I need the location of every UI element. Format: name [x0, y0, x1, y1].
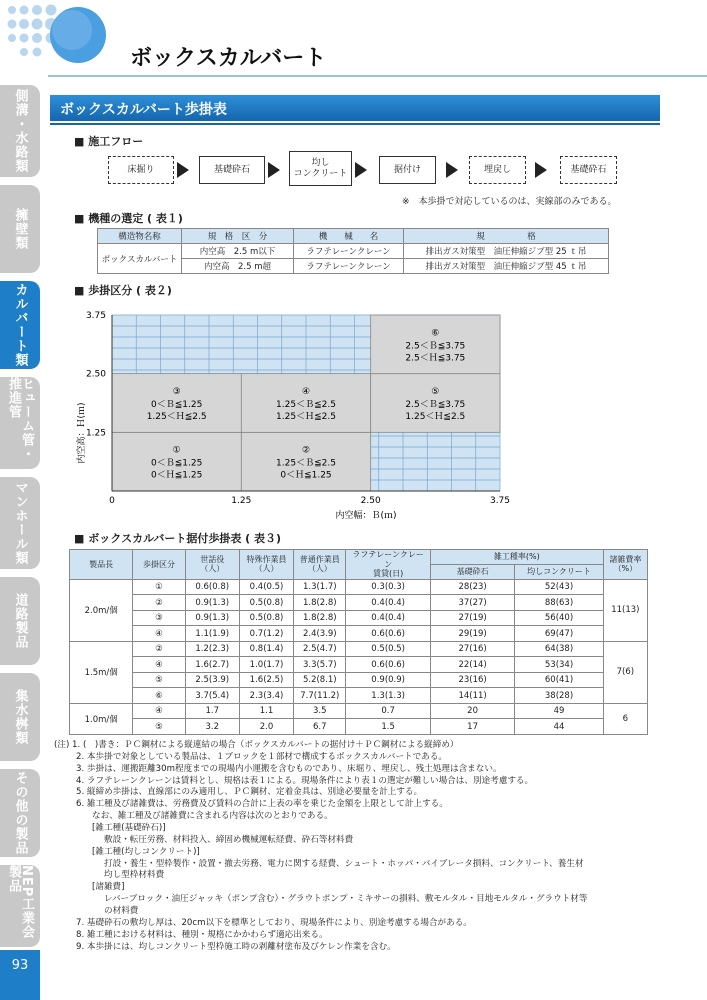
footnote-line: (注) 1. ( )書き：ＰＣ鋼材による縦連結の場合（ボックスカルバートの据付け＋ＰＣ鋼材による縦締め）	[54, 740, 459, 750]
chart-region-range: 0＜Ｈ≦1.25	[151, 470, 203, 481]
table-cell: ⑤	[133, 719, 185, 735]
table-cell: 0.5(0.8)	[239, 610, 293, 626]
table-row	[70, 595, 648, 611]
chart-region-range: 1.25＜Ｂ≦2.5	[276, 458, 336, 469]
table-cell: 53(34)	[515, 657, 603, 673]
footnote-line: 2. 本歩掛で対象としている製品は、１ブロックを１部材で構成するボックスカルバートである。	[76, 751, 448, 762]
section-title: ボックスカルバート歩掛表	[50, 95, 660, 121]
flow-step-base-gravel-2: 基礎砕石	[560, 156, 617, 184]
chart-region-range: 0＜Ｂ≦1.25	[151, 400, 203, 410]
chart-x-tick-label: 1.25	[231, 496, 252, 506]
table-row	[70, 688, 648, 704]
table-row	[70, 579, 648, 595]
table-row	[70, 657, 648, 673]
footnote-line: 打設・養生・型枠製作・設置・撤去労務、電力に関する経費、シュート・ホッパ・バイブレータ損料、コンクリート、養生材	[104, 858, 584, 869]
chart-region-range: 1.25＜Ｈ≦2.5	[405, 412, 466, 422]
chart-region-label: ③	[172, 387, 181, 397]
table-cell: 2.4(3.9)	[294, 626, 346, 642]
table-cell: 1.1(1.9)	[185, 626, 239, 642]
table-cell: 0.8(1.4)	[239, 641, 293, 657]
col-header: 製品長	[70, 550, 133, 580]
footnote-line: 8. 雑工種における材料は、種別・規格にかかわらず適応出来る。	[76, 929, 328, 940]
machine-cell: ラフテレーンクレーン	[294, 259, 404, 274]
chart-region-range: 1.25＜Ｈ≦2.5	[276, 412, 336, 422]
table-cell: 0.3(0.3)	[346, 579, 430, 595]
footnote-line: 9. 本歩掛には、均しコンクリート型枠施工時の剥離材塗布及びケレン作業を含む。	[76, 941, 396, 952]
misc-rate-cell: 7(6)	[603, 641, 647, 703]
col-header: 特殊作業員 （人）	[239, 550, 293, 580]
chart-region-range: 2.5＜Ｈ≦3.75	[405, 353, 466, 364]
table-cell: 38(28)	[515, 688, 603, 704]
table-cell: ④	[133, 626, 185, 642]
footnote-line: レバーブロック・油圧ジャッキ（ポンプ含む）・グラウトポンプ・ミキサーの損料、敷モルタル・目地モルタル・グラウト材等	[104, 894, 588, 905]
table-cell: 1.2(2.3)	[185, 641, 239, 657]
chart-region-label: ②	[301, 445, 311, 456]
chart-region-range: 1.25＜Ｂ≦2.5	[276, 400, 336, 410]
sidebar-tab-gutters[interactable]: 側溝・水路類	[0, 85, 40, 177]
footnote-line: [雑工種(基礎砕石)]	[92, 823, 166, 834]
table-cell: 3.5	[294, 703, 346, 719]
table-cell: 64(38)	[515, 641, 603, 657]
table-cell: 2.3(3.4)	[239, 688, 293, 704]
col-header: 構造物名称	[98, 229, 182, 244]
table-cell: 0.4(0.4)	[346, 610, 430, 626]
t3-heading: ■ ボックスカルバート据付歩掛表 ( 表３)	[74, 532, 282, 545]
table-cell: 88(63)	[515, 595, 603, 611]
table-cell: 0.6(0.8)	[185, 579, 239, 595]
footnote-line: 3. 歩掛は、運搬距離30m程度までの現場内小運搬を含むものであり、床堀り、埋戻し、残土処理は含まない。	[76, 763, 502, 774]
footnote-line: なお、雑工種及び諸雑費に含まれる内容は次のとおりである。	[92, 811, 333, 822]
flow-step-backfill: 埋戻し	[469, 156, 526, 184]
table-cell: 0.5(0.5)	[346, 641, 430, 657]
spec-cell: 内空高 2.5 m超	[182, 259, 294, 274]
table-cell: 56(40)	[515, 610, 603, 626]
footnote-line: 6. 雑工種及び諸雑費は、労務費及び賃料の合計に上表の率を乗じた金額を上限として計上する。	[76, 799, 448, 810]
footnote-line: 均し型枠材料費	[104, 870, 165, 881]
col-header: 規 格 区 分	[182, 229, 294, 244]
table-cell: 1.0(1.7)	[239, 657, 293, 673]
table-cell: 2.5(3.9)	[185, 672, 239, 688]
sidebar-tab-nep-products[interactable]: NEP工業会製品	[0, 865, 40, 947]
chart-x-tick-label: 3.75	[489, 496, 511, 506]
flow-step-excavation: 床掘り	[108, 156, 174, 184]
product-length-cell: 1.0m/個	[70, 703, 133, 734]
flow-arrow	[268, 162, 280, 178]
chart-region-range: 0＜Ｈ≦1.25	[280, 470, 332, 481]
col-header: ラフテレーンクレーン 賃貸(日)	[346, 550, 430, 580]
col-header: 世話役 （人）	[185, 550, 239, 580]
chart-x-tick-label: 2.50	[360, 496, 381, 506]
table-cell: 1.8(2.8)	[294, 610, 346, 626]
product-length-cell: 2.0m/個	[70, 579, 133, 641]
footnote-line: 7. 基礎砕石の敷均し厚は、20cm以下を標準としており、現場条件により、別途考慮する場合がある。	[76, 917, 472, 928]
table-cell: 1.5	[346, 719, 430, 735]
table-cell: ②	[133, 641, 185, 657]
chart-region-range: 1.25＜Ｈ≦2.5	[146, 412, 207, 422]
table-cell: ②	[133, 595, 185, 611]
col-header: 基礎砕石	[430, 565, 514, 579]
table-cell: 0.4(0.5)	[239, 579, 293, 595]
category-sidebar	[0, 85, 40, 1000]
table-cell: 27(19)	[430, 610, 514, 626]
standard-cell: 排出ガス対策型 油圧伸縮ジブ型 45 ｔ吊	[404, 259, 609, 274]
flow-arrow	[535, 162, 547, 178]
footnote-line: [諸雑費]	[92, 882, 125, 893]
footnote-line: 5. 縦締め歩掛は、直線部にのみ適用し、ＰＣ鋼材、定着金具は、別途必要量を計上する。	[76, 787, 423, 798]
flow-step-installation: 据付け	[379, 156, 436, 184]
table-cell: 1.8(2.8)	[294, 595, 346, 611]
decorative-circles-logo	[0, 0, 110, 70]
table-cell: 3.2	[185, 719, 239, 735]
table-cell: 14(11)	[430, 688, 514, 704]
table-cell: 22(14)	[430, 657, 514, 673]
table-cell: ④	[133, 703, 185, 719]
table-cell: 0.5(0.8)	[239, 595, 293, 611]
flow-arrow	[446, 162, 458, 178]
footnote-line: [雑工種(均しコンクリート)]	[92, 846, 200, 857]
col-header: 歩掛区分	[133, 550, 185, 580]
table-cell: 1.7	[185, 703, 239, 719]
table-cell: 20	[430, 703, 514, 719]
title-rule	[48, 75, 707, 77]
labor-table	[69, 549, 648, 735]
table-cell: 29(19)	[430, 626, 514, 642]
chart-y-tick-label: 3.75	[85, 311, 106, 321]
sidebar-tab-culverts[interactable]: カルバート類	[0, 281, 40, 369]
sidebar-tab-hume-pipes[interactable]: ヒューム管・推進管	[0, 377, 40, 469]
col-header: 普通作業員 （人）	[294, 550, 346, 580]
table-cell: 1.6(2.7)	[185, 657, 239, 673]
footnote-line: 敷設・転圧労務、材料投入、締固め機械運転経費、砕石等材料費	[104, 834, 354, 845]
table-cell: 1.1	[239, 703, 293, 719]
standard-cell: 排出ガス対策型 油圧伸縮ジブ型 25 ｔ吊	[404, 244, 609, 259]
table-cell: 1.3(1.7)	[294, 579, 346, 595]
chart-x-tick-label: 0	[109, 496, 115, 506]
spec-cell: 内空高 2.5 m以下	[182, 244, 294, 259]
col-header: 均しコンクリート	[515, 565, 603, 579]
chart-region-range: 2.5＜Ｂ≦3.75	[405, 400, 466, 410]
table-cell: 0.7(1.2)	[239, 626, 293, 642]
table-cell: 27(16)	[430, 641, 514, 657]
machine-heading: ■ 機種の選定 ( 表１)	[74, 212, 183, 225]
machine-cell: ラフテレーンクレーン	[294, 244, 404, 259]
misc-rate-cell: 11(13)	[603, 579, 647, 641]
table-cell: 0.6(0.6)	[346, 657, 430, 673]
chart-x-axis-label: 内空幅：Ｂ(ｍ)	[335, 511, 397, 521]
table-row	[70, 719, 648, 735]
table-cell: 0.7	[346, 703, 430, 719]
chart-y-tick-label: 2.50	[85, 369, 106, 380]
table-cell: 0.6(0.6)	[346, 626, 430, 642]
table-cell: ⑥	[133, 688, 185, 704]
table-cell: 60(41)	[515, 672, 603, 688]
table-cell: 23(16)	[430, 672, 514, 688]
table-cell: 69(47)	[515, 626, 603, 642]
footnote-line: の材料費	[104, 906, 139, 917]
table-cell: 0.4(0.4)	[346, 595, 430, 611]
table-cell: 2.0	[239, 719, 293, 735]
table-cell: 49	[515, 703, 603, 719]
page-title: ボックスカルバート	[130, 46, 327, 71]
sidebar-tab-other-products[interactable]: その他の製品	[0, 769, 40, 857]
sidebar-tab-catch-basins[interactable]: 集水桝類	[0, 673, 40, 761]
table-cell: 44	[515, 719, 603, 735]
sidebar-tab-retaining-walls[interactable]: 擁壁類	[0, 185, 40, 273]
machine-table	[97, 228, 609, 274]
sidebar-tab-manholes[interactable]: マンホール類	[0, 477, 40, 569]
table-cell: 1.6(2.5)	[239, 672, 293, 688]
page-number: 93	[0, 950, 40, 1000]
chart-heading: ■ 歩掛区分 ( 表２)	[74, 284, 172, 297]
table-row	[70, 626, 648, 642]
chart-region-label: ⑤	[431, 387, 440, 397]
table-cell: 37(27)	[430, 595, 514, 611]
sidebar-tab-road-products[interactable]: 道路製品	[0, 577, 40, 665]
structure-name: ボックスカルバート	[98, 244, 182, 274]
work-class-chart	[60, 295, 580, 530]
table-cell: 17	[430, 719, 514, 735]
footnote-line: 4. ラフテレーンクレーンは賃料とし、規格は表１による。現場条件により表１の選定が難しい場合は、別途考慮する。	[76, 775, 534, 786]
flow-step-leveling-concrete: 均し コンクリート	[289, 151, 352, 186]
table-row	[70, 703, 648, 719]
flow-note: ※ 本歩掛で対応しているのは、実線部のみである。	[402, 197, 617, 207]
chart-region-label: ⑥	[431, 328, 440, 339]
chart-region-label: ④	[301, 387, 311, 397]
product-length-cell: 1.5m/個	[70, 641, 133, 703]
col-header: 雑工種率(%)	[430, 550, 603, 565]
table-cell: 5.2(8.1)	[294, 672, 346, 688]
chart-region-range: 2.5＜Ｂ≦3.75	[405, 341, 466, 352]
table-cell: 52(43)	[515, 579, 603, 595]
chart-region-range: 0＜Ｂ≦1.25	[151, 458, 203, 469]
col-header: 機 械 名	[294, 229, 404, 244]
chart-y-tick-label: 1.25	[85, 428, 106, 439]
misc-rate-cell: 6	[603, 703, 647, 734]
flow-arrow	[355, 162, 367, 178]
flow-heading: ■ 施工フロー	[74, 135, 144, 148]
footnotes	[54, 740, 654, 953]
flow-step-base-gravel: 基礎砕石	[199, 156, 265, 184]
table-cell: ③	[133, 610, 185, 626]
table-cell: 1.3(1.3)	[346, 688, 430, 704]
table-cell: 3.3(5.7)	[294, 657, 346, 673]
table-cell: 6.7	[294, 719, 346, 735]
col-header: 諸雑費率 （%）	[603, 550, 647, 580]
table-cell: 3.7(5.4)	[185, 688, 239, 704]
col-header: 規 格	[404, 229, 609, 244]
chart-y-axis-label: 内空高：Ｈ(ｍ)	[77, 402, 87, 464]
table-row	[70, 672, 648, 688]
table-cell: 0.9(0.9)	[346, 672, 430, 688]
table-cell: 0.9(1.3)	[185, 595, 239, 611]
table-cell: ④	[133, 657, 185, 673]
table-row	[70, 610, 648, 626]
table-cell: 7.7(11.2)	[294, 688, 346, 704]
table-row	[70, 641, 648, 657]
table-cell: ①	[133, 579, 185, 595]
table-cell: 28(23)	[430, 579, 514, 595]
table-cell: 0.9(1.3)	[185, 610, 239, 626]
table-cell: ⑤	[133, 672, 185, 688]
table-cell: 2.5(4.7)	[294, 641, 346, 657]
chart-region-label: ①	[172, 445, 181, 456]
flow-arrow	[177, 162, 189, 178]
